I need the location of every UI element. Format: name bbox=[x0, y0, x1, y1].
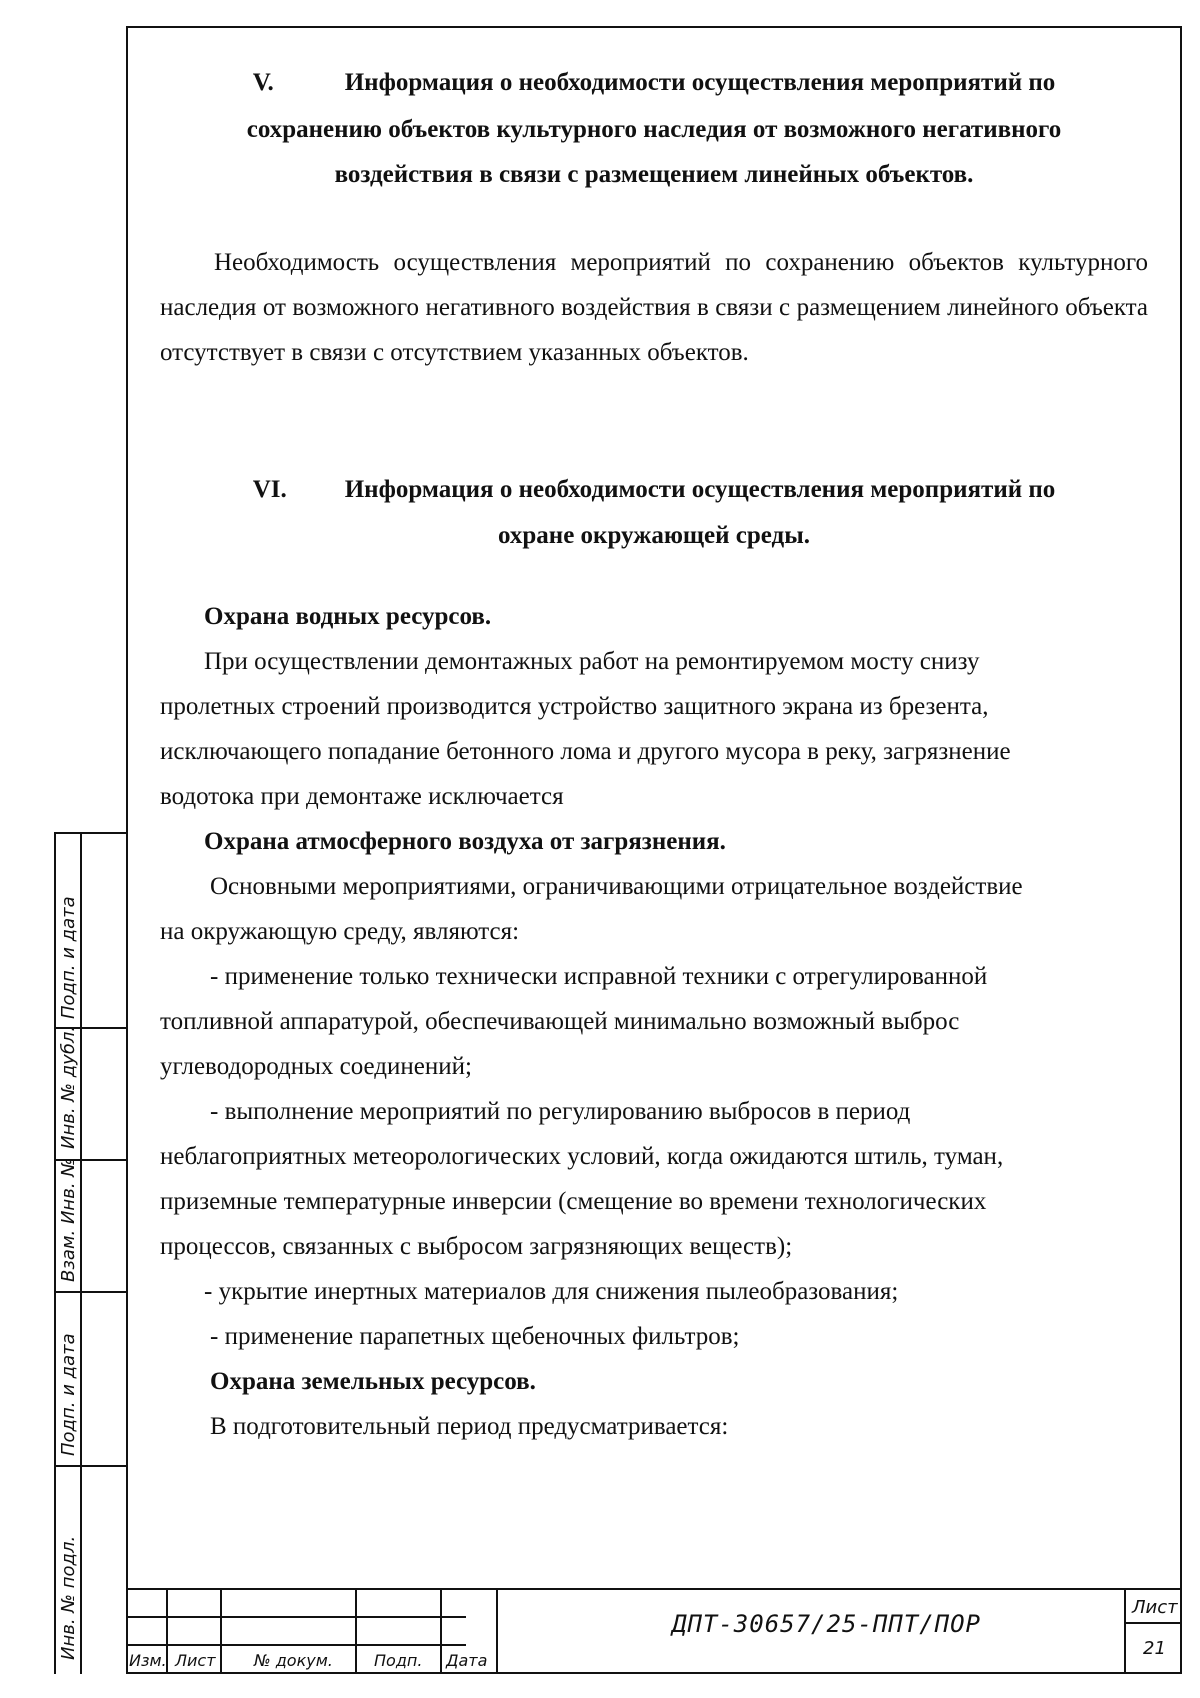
tb-col-2 bbox=[220, 1588, 222, 1674]
water-line-3: исключающего попадание бетонного лома и другого мусора в реку, загрязнение bbox=[160, 738, 1011, 765]
tb-list-label: Лист bbox=[175, 1651, 216, 1670]
side-label-inv-podl: Инв. № подл. bbox=[58, 1535, 79, 1660]
air-line-5: углеводородных соединений; bbox=[160, 1053, 472, 1080]
side-label-sign-date-1: Подп. и дата bbox=[58, 896, 79, 1019]
water-heading: Охрана водных ресурсов. bbox=[204, 603, 492, 630]
tb-sheet-label: Лист bbox=[1132, 1597, 1178, 1618]
tb-row-line-1 bbox=[126, 1616, 466, 1618]
air-heading: Охрана атмосферного воздуха от загрязнения. bbox=[204, 828, 726, 855]
tb-izm-label: Изм. bbox=[129, 1651, 167, 1670]
tb-sheet-number: 21 bbox=[1143, 1638, 1166, 1659]
section6-title-line2: охране окружающей среды. bbox=[498, 522, 810, 549]
air-line-7: неблагоприятных метеорологических условий, когда ожидаются штиль, туман, bbox=[160, 1143, 1004, 1170]
section6-number: VI. bbox=[252, 476, 287, 503]
tb-col-3 bbox=[355, 1588, 357, 1674]
side-cell-1 bbox=[54, 832, 126, 834]
side-label-sign-date-2: Подп. и дата bbox=[58, 1333, 79, 1456]
section5-number: V. bbox=[252, 69, 274, 96]
air-line-6: - выполнение мероприятий по регулированию выбросов в период bbox=[210, 1098, 911, 1125]
air-line-3: - применение только технически исправной техники с отрегулированной bbox=[210, 963, 988, 990]
tb-col-4 bbox=[440, 1588, 442, 1674]
land-line-1: В подготовительный период предусматривается: bbox=[210, 1413, 729, 1440]
side-cell-5 bbox=[54, 1465, 126, 1467]
side-cell-4 bbox=[54, 1291, 126, 1293]
land-heading: Охрана земельных ресурсов. bbox=[210, 1368, 536, 1395]
tb-doc-label: № докум. bbox=[254, 1651, 333, 1670]
air-line-8: приземные температурные инверсии (смещение во времени технологических bbox=[160, 1188, 987, 1215]
tb-data-label: Дата bbox=[446, 1651, 488, 1670]
side-stamp-strip bbox=[54, 832, 126, 1674]
side-strip-divider bbox=[80, 832, 82, 1674]
air-line-4: топливной аппаратурой, обеспечивающей минимально возможный выброс bbox=[160, 1008, 960, 1035]
section6-title-text1: Информация о необходимости осуществления мероприятий по bbox=[344, 476, 1056, 503]
tb-row-line-2 bbox=[126, 1644, 466, 1646]
section5-title-text1: Информация о необходимости осуществления мероприятий по bbox=[344, 69, 1056, 96]
water-line-4: водотока при демонтаже исключается bbox=[160, 783, 564, 810]
tb-podp-label: Подп. bbox=[374, 1651, 423, 1670]
air-line-9: процессов, связанных с выбросом загрязняющих веществ); bbox=[160, 1233, 793, 1260]
water-line-2: пролетных строений производится устройство защитного экрана из брезента, bbox=[160, 693, 989, 720]
tb-col-5 bbox=[496, 1588, 498, 1674]
section5-body: Необходимость осуществления мероприятий по сохранению объектов культурного наследия от возможного негативного воздействия в связи с размещением линейного объекта отсутствует в связи с отсутствием указанных объектов. bbox=[160, 249, 1148, 366]
document-code: ДПТ-30657/25-ППТ/ПОР bbox=[672, 1610, 981, 1638]
air-line-2: на окружающую среду, являются: bbox=[160, 918, 520, 945]
section6-title-line1 bbox=[160, 465, 1148, 514]
section5-title-line1 bbox=[160, 58, 1148, 107]
air-line-11: - применение парапетных щебеночных фильтров; bbox=[210, 1323, 740, 1350]
side-label-vzam-inv: Взам. Инв. № bbox=[58, 1158, 79, 1282]
side-label-inv-dubl: Инв. № дубл. bbox=[58, 1025, 79, 1149]
tb-top-line bbox=[126, 1588, 1182, 1590]
tb-col-6 bbox=[1124, 1588, 1126, 1674]
section5-title-line2: сохранению объектов культурного наследия от возможного негативного bbox=[246, 116, 1062, 143]
tb-sheet-line bbox=[1124, 1622, 1182, 1624]
air-line-1: Основными мероприятиями, ограничивающими отрицательное воздействие bbox=[210, 873, 1023, 900]
section5-title-line3: воздействия в связи с размещением линейных объектов. bbox=[334, 161, 974, 188]
water-line-1: При осуществлении демонтажных работ на ремонтируемом мосту снизу bbox=[204, 648, 980, 675]
air-line-10: - укрытие инертных материалов для снижения пылеобразования; bbox=[204, 1278, 899, 1305]
